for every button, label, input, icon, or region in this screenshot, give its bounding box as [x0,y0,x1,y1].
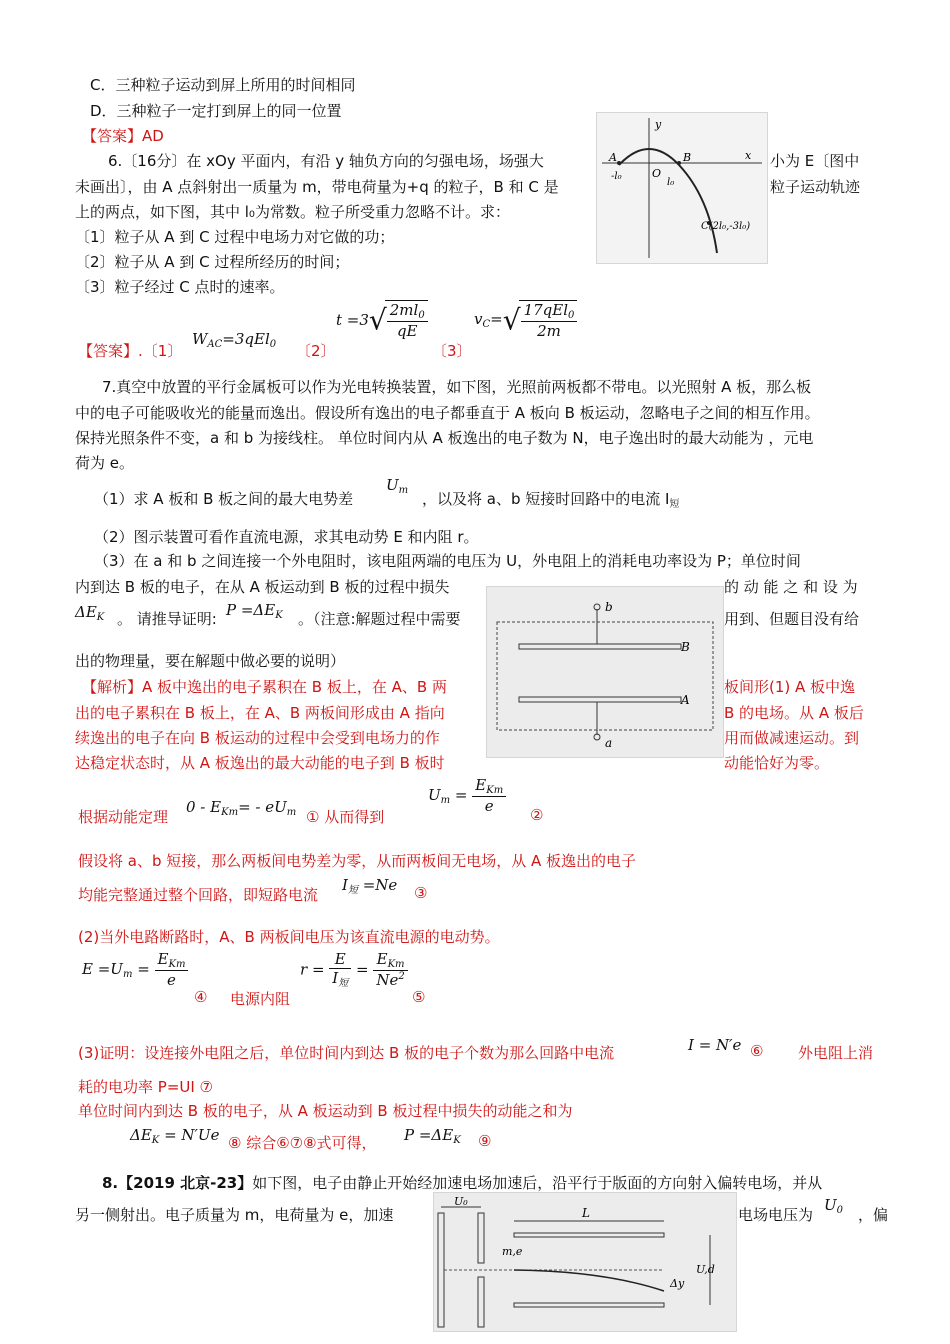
q6-part2: 〔2〕粒子从 A 到 C 过程所经历的时间； [75,253,350,271]
answer-6-label: 【答案】.〔1〕 [78,342,183,360]
sol-line13-b: ⑨ [478,1132,492,1150]
q8-line1: 8.【2019 北京-23】如下图，电子由静止开始经加速电场加速后，沿平行于版面的方向射入偏转电场，并从 [102,1174,823,1192]
label-plate-a: A [681,693,690,707]
formula-um: $U_m$ [386,476,409,496]
label-o: O [652,167,662,180]
sol-line10-b: ⑥ [750,1042,764,1060]
label-ud: U,d [696,1263,715,1276]
label-plate-b: B [681,640,690,654]
sol-line7-a: 均能完整通过整个回路，即短路电流 [78,886,319,904]
q7-part3-b-right: 的 动 能 之 和 设 为 [724,578,858,596]
answer-6-part3: 〔3〕 [432,342,472,360]
label-a-terminal: a [605,736,613,750]
electron-path [514,1270,664,1291]
q6-part3: 〔3〕粒子经过 C 点时的速率。 [75,278,285,296]
label-a: A [609,151,617,164]
sol-line5-c: ② [530,806,544,824]
option-c: C．三种粒子运动到屏上所用的时间相同 [90,76,356,94]
q7-part1-b: ，以及将 a、b 短接时回路中的电流 $I_短$ [422,490,680,510]
label-me: m,e [502,1245,523,1258]
formula-e-eq: $E =U_m$ = $\frac{E_{Km}}{e}$ [82,950,188,989]
label-y: y [655,118,662,131]
sol-line9-a: ④ [194,988,208,1006]
plate-a [519,697,681,702]
dashed-box [497,622,713,730]
q7-part3-a: （3）在 a 和 b 之间连接一个外电阻时，该电阻两端的电压为 U，外电阻上的消耗电功率设为 P；单位时间 [94,552,801,570]
accel-plate-left [438,1213,444,1327]
sol-line11: 耗的电功率 P=UI ⑦ [78,1078,214,1096]
sol-line2-right: B 的电场。从 A 板后 [724,704,864,722]
point-b [677,161,681,165]
trajectory-svg [597,113,767,263]
sol-line9-c: ⑤ [412,988,426,1006]
q8-line2-left: 另一侧射出。电子质量为 m，电荷量为 e，加速 [75,1206,394,1224]
formula-t: t =3√ $\frac{2ml_0}{qE}$ [336,300,428,340]
answer-6-part2: 〔2〕 [296,342,336,360]
deflection-figure [433,1192,737,1332]
q7-part3-b-left: 内到达 B 板的电子，在从 A 板运动到 B 板的过程中损失 [75,578,450,596]
sol-line13-a: ⑧ 综合⑥⑦⑧式可得， [228,1134,377,1152]
formula-delta-ek: $\Delta E_K$ [75,603,105,623]
plates-svg [487,587,723,757]
q6-line2-right: 粒子运动轨迹 [770,178,861,196]
label-x: x [745,149,752,162]
sol-line5-a: 根据动能定理 [78,808,169,826]
formula-ke-theorem: $0 - E_{Km}= - eU_m$ [186,798,297,818]
sol-line12: 单位时间内到达 B 板的电子，从 A 板运动到 B 板过程中损失的动能之和为 [78,1102,573,1120]
sol-line4-right: 动能恰好为零。 [724,754,830,772]
q7-line4: 荷为 e。 [75,454,134,472]
accel-plate-right-bottom [478,1277,484,1327]
label-b-terminal: b [605,600,613,614]
sol-line7-b: ③ [414,884,428,902]
deflect-plate-top [514,1233,664,1237]
q8-line2-right: 电场电压为 [738,1206,814,1224]
q7-part3-c-mid2: 。（注意:解题过程中需要 [298,610,461,628]
sol-line3-right: 用而做减速运动。到 [724,729,860,747]
sol-line5-b: ① 从而得到 [306,808,385,826]
formula-i-short: $I_短 =Ne$ [342,876,398,896]
q7-line1: 7.真空中放置的平行金属板可以作为光电转换装置，如下图，光照前两板都不带电。以光照射 A 板，那么板 [102,378,812,396]
formula-r: r = $\frac{E}{I_短}$ = $\frac{E_{Km}}{Ne^2}$ [300,950,408,989]
sol-line8: (2)当外电路断路时，A、B 两板间电压为该直流电源的电动势。 [78,928,500,946]
formula-dek-eq: $\Delta E_K = N'Ue$ [130,1126,220,1146]
q6-line1-left: 6.〔16分〕在 xOy 平面内，有沿 y 轴负方向的匀强电场，场强大 [108,152,544,170]
q6-line3: 上的两点，如下图，其中 l₀为常数。粒子所受重力忽略不计。求： [75,203,510,221]
q7-part3-c-mid: 。 请推导证明: [117,610,217,628]
sol-line3-left: 续逸出的电子在向 B 板运动的过程中会受到电场力的作 [75,729,440,747]
trajectory-figure [596,112,768,264]
trajectory-curve [619,149,717,253]
plates-figure [486,586,724,758]
formula-p-final: $P =\Delta E_K$ [404,1126,461,1146]
accel-plate-right-top [478,1213,484,1263]
formula-um-eq: $U_m$ = $\frac{E_{Km}}{e}$ [428,776,506,815]
q6-line2-left: 未画出〕，由 A 点斜射出一质量为 m，带电荷量为+q 的粒子，B 和 C 是 [75,178,559,196]
deflection-svg [434,1193,736,1331]
answer-5: 【答案】AD [82,127,164,145]
sol-line1-right: 板间形(1) A 板中逸 [724,678,856,696]
sol-line9-b: 电源内阻 [230,990,291,1008]
q8-line2-end: ，偏 [858,1206,889,1224]
q6-line1-right: 小为 E〔图中 [770,152,860,170]
label-b: B [683,151,692,164]
q7-line3: 保持光照条件不变，a 和 b 为接线柱。 单位时间内从 A 板逸出的电子数为 N，电子逸出时的最大动能为 ，元电 [75,429,814,447]
sol-line10-a: (3)证明：设连接外电阻之后，单位时间内到达 B 板的电子个数为那么回路中电流 [78,1044,615,1062]
q7-part3-c-right: 用到、但题目没有给 [724,610,860,628]
label-l0: l₀ [667,177,675,188]
q7-part2: （2）图示装置可看作直流电源，求其电动势 E 和内阻 r。 [94,528,479,546]
q7-part1-a: （1）求 A 板和 B 板之间的最大电势差 [94,490,354,508]
option-d: D．三种粒子一定打到屏上的同一位置 [90,102,342,120]
label-dy: Δy [670,1277,685,1290]
label-u0: U₀ [454,1195,468,1208]
formula-i-eq: I = N′e [688,1036,742,1054]
sol-line4-left: 达稳定状态时，从 A 板逸出的最大动能的电子到 B 板时 [75,754,445,772]
sol-line6: 假设将 a、b 短接，那么两板间电势差为零，从而两板间无电场，从 A 板逸出的电子 [78,852,637,870]
formula-p-eq: $P =\Delta E_K$ [226,601,283,621]
plate-b [519,644,681,649]
q6-part1: 〔1〕粒子从 A 到 C 过程中电场力对它做的功； [75,228,395,246]
formula-w-ac: $W_{AC}=3qEl_0$ [192,330,277,350]
q7-line2: 中的电子可能吸收光的能量而逸出。假设所有逸出的电子都垂直于 A 板向 B 板运动，忽略电子之间的相互作用。 [75,404,820,422]
formula-u0: $U_0$ [824,1196,844,1216]
label-neg-l0: -l₀ [611,171,622,182]
q7-part3-d: 出的物理量，要在解题中做必要的说明） [75,652,346,670]
formula-v-c: $v_C=√$ $\frac{17qEl_0}{2m}$ [474,300,577,340]
deflect-plate-bottom [514,1303,664,1307]
sol-line10-c: 外电阻上消 [798,1044,874,1062]
sol-line1-left: 【解析】A 板中逸出的电子累积在 B 板上，在 A、B 两 [82,678,447,696]
label-c: C(2l₀,-3l₀) [701,221,751,232]
point-a [617,161,621,165]
label-l: L [582,1206,590,1220]
sol-line2-left: 出的电子累积在 B 板上，在 A、B 两板间形成由 A 指向 [75,704,445,722]
